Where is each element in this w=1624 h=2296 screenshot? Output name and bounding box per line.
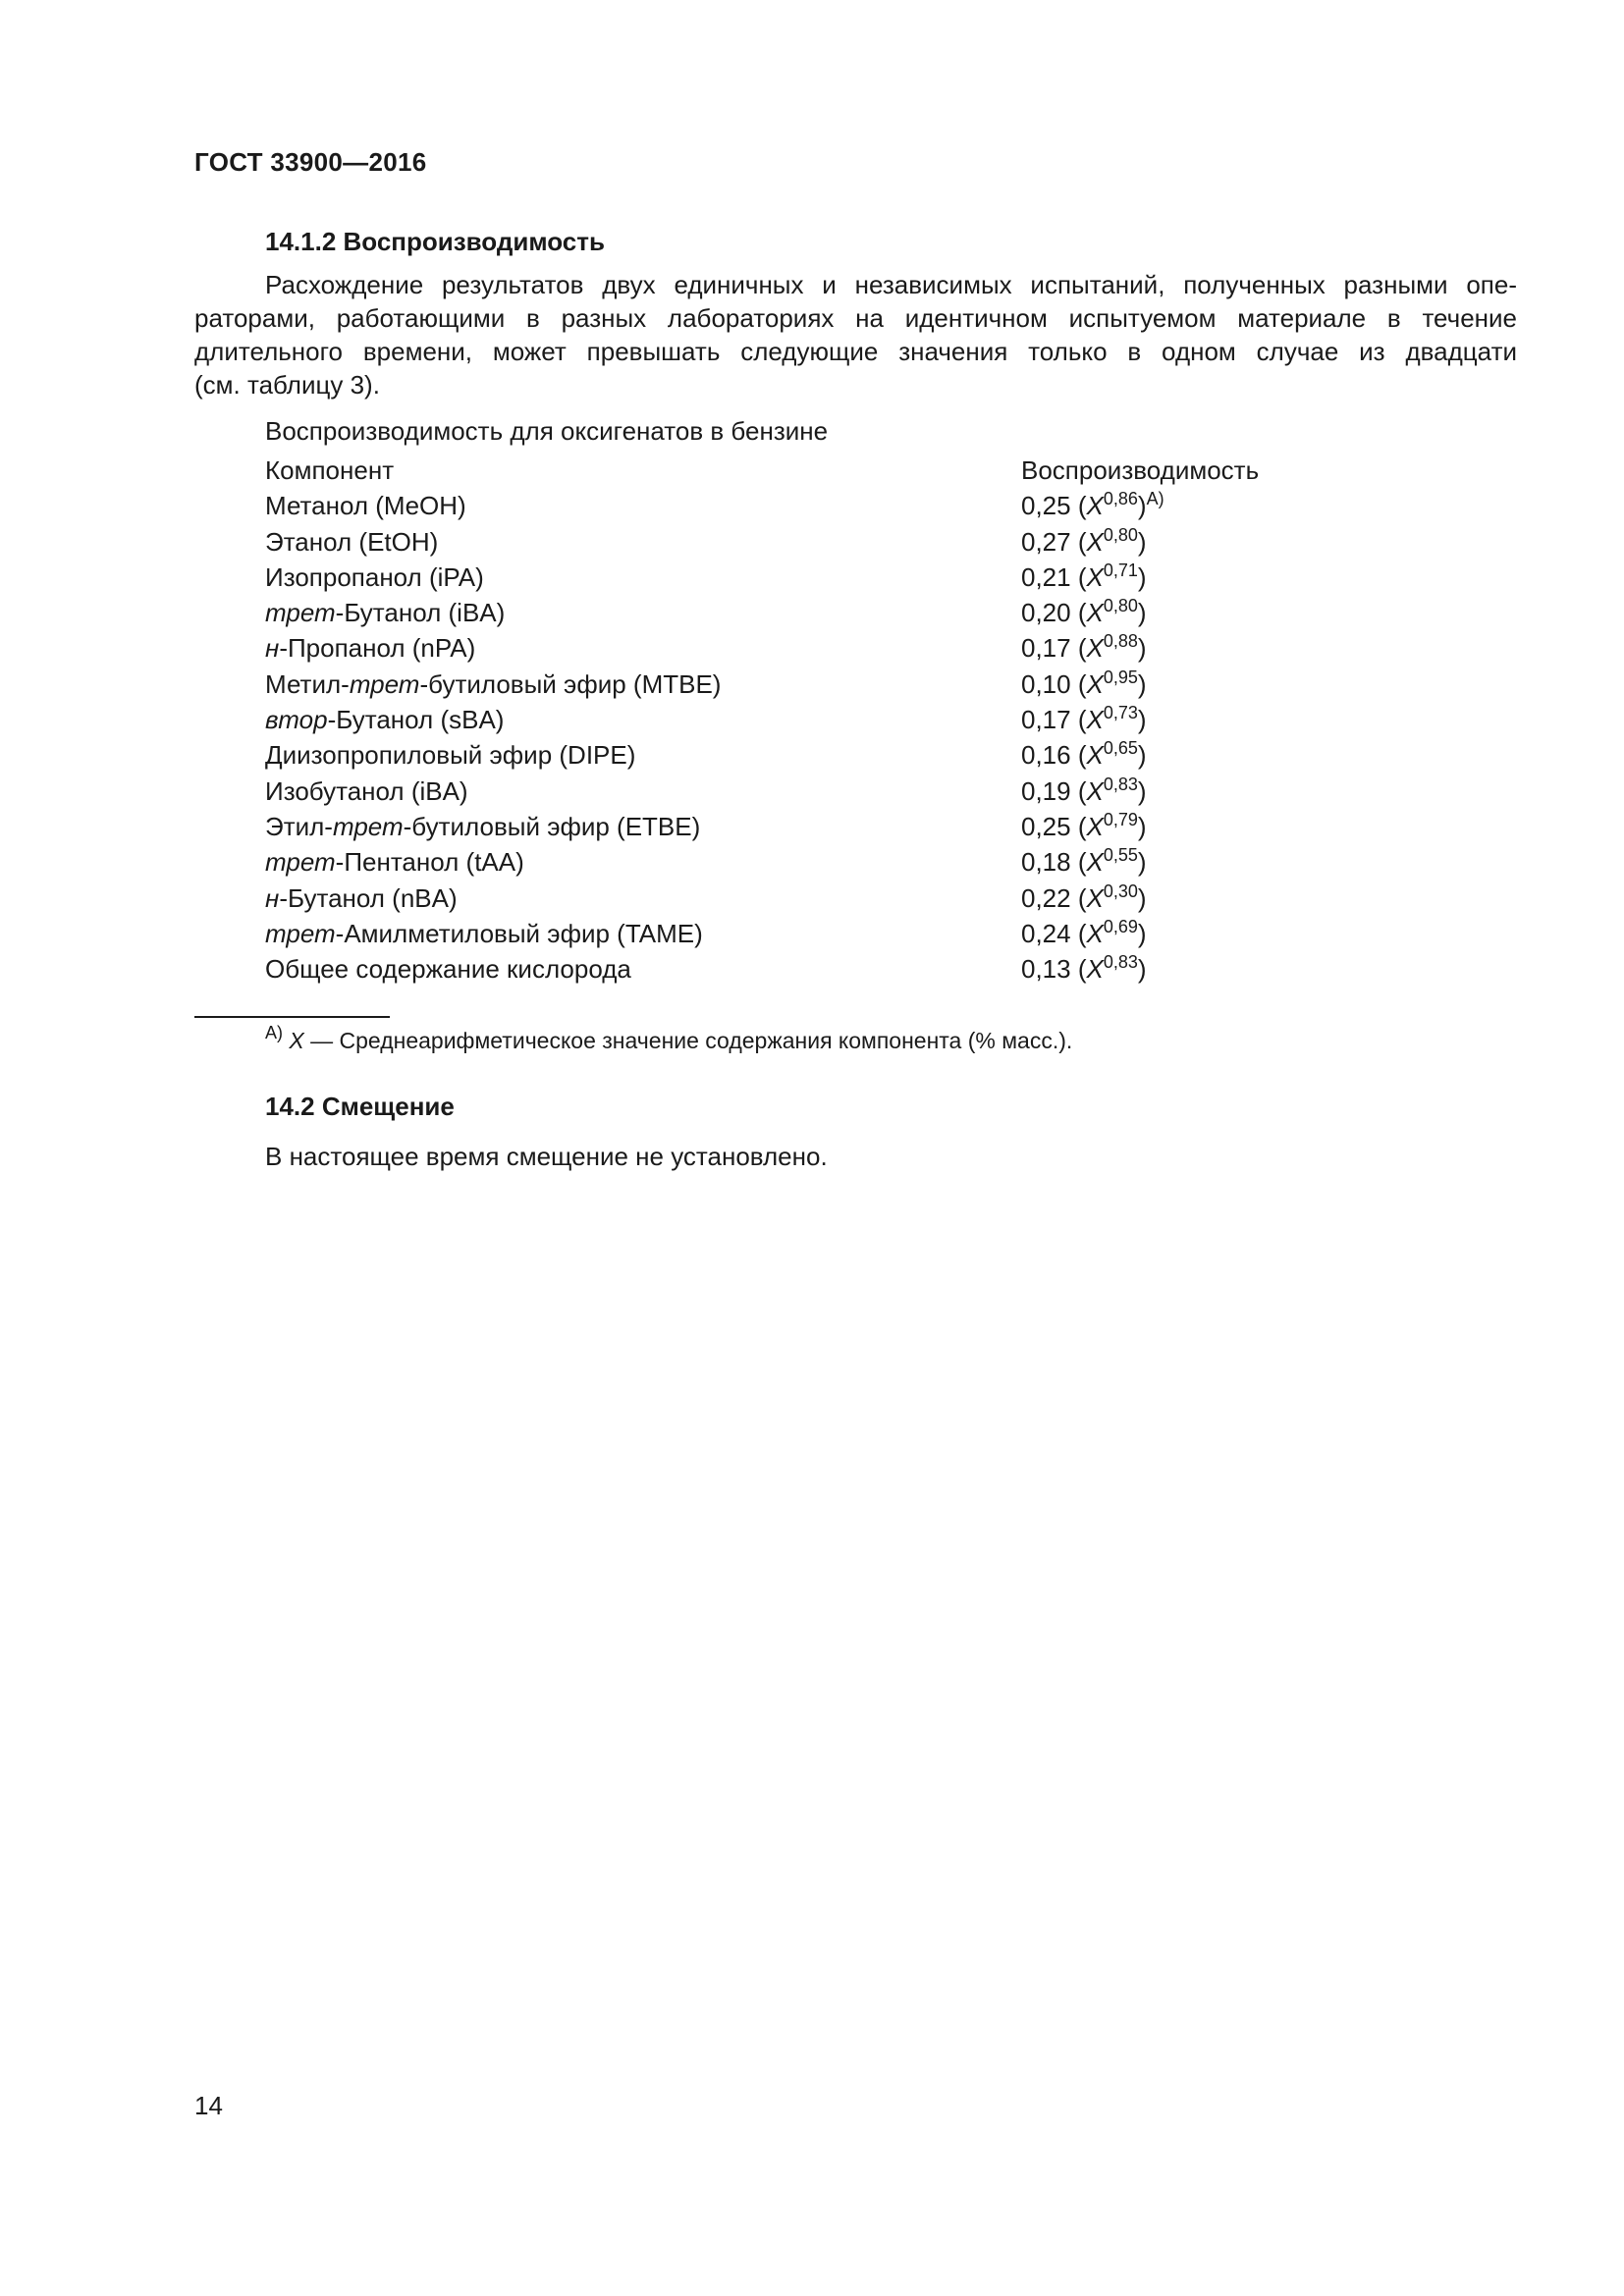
reproducibility-value: 0,19 $(X^{0,83})$	[1021, 774, 1147, 806]
value-coefficient: 0,17	[1021, 633, 1071, 664]
component-name	[265, 774, 468, 809]
section-heading-bias: 14.2 Смещение	[265, 1092, 455, 1121]
value-variable: X	[1086, 491, 1104, 521]
component-name	[265, 881, 458, 916]
name-rest: -Пропанол (nPA)	[279, 633, 476, 664]
value-exponent: 0,79	[1103, 809, 1138, 829]
name-rest: -Бутанол (nBA)	[279, 882, 458, 913]
component-name	[265, 916, 703, 951]
value-footnote-ref: A)	[1146, 489, 1164, 509]
name-italic-part: трет	[265, 847, 336, 878]
value-coefficient: 0,18	[1021, 847, 1071, 878]
table-row	[265, 809, 1345, 844]
component-name	[265, 667, 721, 702]
table-row	[265, 737, 1345, 773]
value-variable: X	[1086, 740, 1104, 771]
value-variable: X	[1086, 882, 1104, 913]
component-name	[265, 524, 438, 560]
name-rest: Изобутанол (iBA)	[265, 775, 468, 806]
footnote-variable: X	[289, 1028, 304, 1053]
name-prefix: Метил-	[265, 668, 350, 699]
value-exponent: 0,65	[1103, 738, 1138, 759]
name-rest: Метанол (MeOH)	[265, 491, 466, 521]
paragraph-line: (см. таблицу 3).	[194, 370, 380, 400]
reproducibility-value: 0,20 $(X^{0,80})$	[1021, 596, 1147, 628]
name-italic-part: н	[265, 633, 280, 664]
table-row	[265, 630, 1345, 666]
document-header: ГОСТ 33900—2016	[194, 147, 427, 177]
value-variable: X	[1086, 526, 1104, 557]
reproducibility-value: 0,25 $(X^{0,86})^{A)}$	[1021, 489, 1164, 521]
name-italic-part: н	[265, 882, 280, 913]
value-variable: X	[1086, 705, 1104, 735]
reproducibility-paragraph	[194, 268, 1517, 401]
value-coefficient: 0,25	[1021, 491, 1071, 521]
component-name	[265, 737, 635, 773]
table-header-row	[265, 453, 1345, 488]
name-italic-part: трет	[332, 811, 404, 841]
reproducibility-value: 0,17 $(X^{0,88})$	[1021, 631, 1147, 664]
value-coefficient: 0,16	[1021, 740, 1071, 771]
bias-statement: В настоящее время смещение не установлено.	[265, 1142, 828, 1171]
table-caption: Воспроизводимость для оксигенатов в бензине	[265, 416, 829, 446]
footnote-marker: A)	[265, 1023, 283, 1042]
component-name	[265, 951, 631, 987]
value-exponent: 0,83	[1103, 774, 1138, 794]
name-italic-part: трет	[265, 918, 336, 948]
paragraph-line: раторами, работающими в разных лабораториях на идентичном испытуемом материале в течение	[194, 303, 1517, 333]
value-exponent: 0,80	[1103, 524, 1138, 545]
table-row	[265, 702, 1345, 737]
table-row	[265, 881, 1345, 916]
table-row	[265, 916, 1345, 951]
value-exponent: 0,55	[1103, 845, 1138, 866]
name-rest: -Бутанол (iBA)	[335, 598, 506, 628]
section-heading-reproducibility: 14.1.2 Воспроизводимость	[265, 227, 605, 256]
value-exponent: 0,69	[1103, 916, 1138, 936]
reproducibility-value: 0,21 $(X^{0,71})$	[1021, 560, 1147, 592]
reproducibility-value: 0,25 $(X^{0,79})$	[1021, 809, 1147, 841]
value-exponent: 0,80	[1103, 596, 1138, 616]
value-coefficient: 0,27	[1021, 526, 1071, 557]
value-variable: X	[1086, 598, 1104, 628]
component-name	[265, 595, 505, 630]
table-row	[265, 951, 1345, 987]
value-coefficient: 0,17	[1021, 705, 1071, 735]
value-variable: X	[1086, 633, 1104, 664]
value-variable: X	[1086, 561, 1104, 592]
value-exponent: 0,88	[1103, 631, 1138, 652]
reproducibility-value: 0,13 $(X^{0,83})$	[1021, 952, 1147, 985]
reproducibility-value: 0,27 $(X^{0,80})$	[1021, 524, 1147, 557]
table-row	[265, 844, 1345, 880]
name-rest: Общее содержание кислорода	[265, 954, 631, 985]
value-coefficient: 0,24	[1021, 918, 1071, 948]
name-italic-part: втор	[265, 705, 328, 735]
paragraph-line: длительного времени, может превышать следующие значения только в одном случае из двадцати	[194, 337, 1517, 366]
value-variable: X	[1086, 918, 1104, 948]
value-coefficient: 0,19	[1021, 775, 1071, 806]
table-row	[265, 774, 1345, 809]
value-variable: X	[1086, 954, 1104, 985]
value-coefficient: 0,22	[1021, 882, 1071, 913]
footnote-text: — Среднеарифметическое значение содержания компонента (% масс.).	[303, 1028, 1073, 1053]
name-italic-part: трет	[265, 598, 336, 628]
column-header-component: Компонент	[265, 455, 395, 485]
table-row	[265, 560, 1345, 595]
name-rest: -Бутанол (sBA)	[327, 705, 505, 735]
component-name	[265, 844, 524, 880]
component-name	[265, 702, 504, 737]
table-row	[265, 524, 1345, 560]
component-name	[265, 809, 700, 844]
reproducibility-value: 0,18 $(X^{0,55})$	[1021, 845, 1147, 878]
value-variable: X	[1086, 847, 1104, 878]
value-exponent: 0,83	[1103, 952, 1138, 973]
value-exponent: 0,95	[1103, 667, 1138, 687]
component-name	[265, 488, 466, 523]
value-coefficient: 0,21	[1021, 561, 1071, 592]
value-exponent: 0,30	[1103, 881, 1138, 901]
reproducibility-value: 0,10 $(X^{0,95})$	[1021, 667, 1147, 699]
value-exponent: 0,73	[1103, 703, 1138, 723]
value-variable: X	[1086, 668, 1104, 699]
name-rest: Изопропанол (iPA)	[265, 561, 484, 592]
name-italic-part: трет	[349, 668, 420, 699]
reproducibility-value: 0,16 $(X^{0,65})$	[1021, 738, 1147, 771]
column-header-reproducibility: Воспроизводимость	[1021, 455, 1260, 485]
value-variable: X	[1086, 775, 1104, 806]
value-variable: X	[1086, 811, 1104, 841]
name-prefix: Этил-	[265, 811, 333, 841]
table-body	[265, 488, 1345, 987]
table-row	[265, 595, 1345, 630]
page-number: 14	[194, 2091, 223, 2120]
name-rest: -бутиловый эфир (MTBE)	[419, 668, 722, 699]
name-rest: -Амилметиловый эфир (TAME)	[335, 918, 703, 948]
paragraph-line: Расхождение результатов двух единичных и независимых испытаний, полученных разными опе-	[265, 270, 1517, 299]
reproducibility-value: 0,22 $(X^{0,30})$	[1021, 881, 1147, 913]
value-exponent: 0,71	[1103, 560, 1138, 580]
name-rest: -Пентанол (tAA)	[335, 847, 524, 878]
value-coefficient: 0,13	[1021, 954, 1071, 985]
table-row	[265, 667, 1345, 702]
reproducibility-table	[265, 453, 1345, 987]
value-coefficient: 0,20	[1021, 598, 1071, 628]
component-name	[265, 560, 484, 595]
reproducibility-value: 0,24 $(X^{0,69})$	[1021, 916, 1147, 948]
component-name	[265, 630, 475, 666]
value-exponent: 0,86	[1103, 489, 1138, 509]
value-coefficient: 0,10	[1021, 668, 1071, 699]
footnote-divider	[194, 1016, 390, 1018]
reproducibility-value: 0,17 $(X^{0,73})$	[1021, 703, 1147, 735]
footnote	[265, 1023, 1073, 1054]
name-rest: Диизопропиловый эфир (DIPE)	[265, 740, 636, 771]
value-coefficient: 0,25	[1021, 811, 1071, 841]
table-row	[265, 488, 1345, 523]
name-rest: -бутиловый эфир (ETBE)	[403, 811, 701, 841]
name-rest: Этанол (EtOH)	[265, 526, 439, 557]
